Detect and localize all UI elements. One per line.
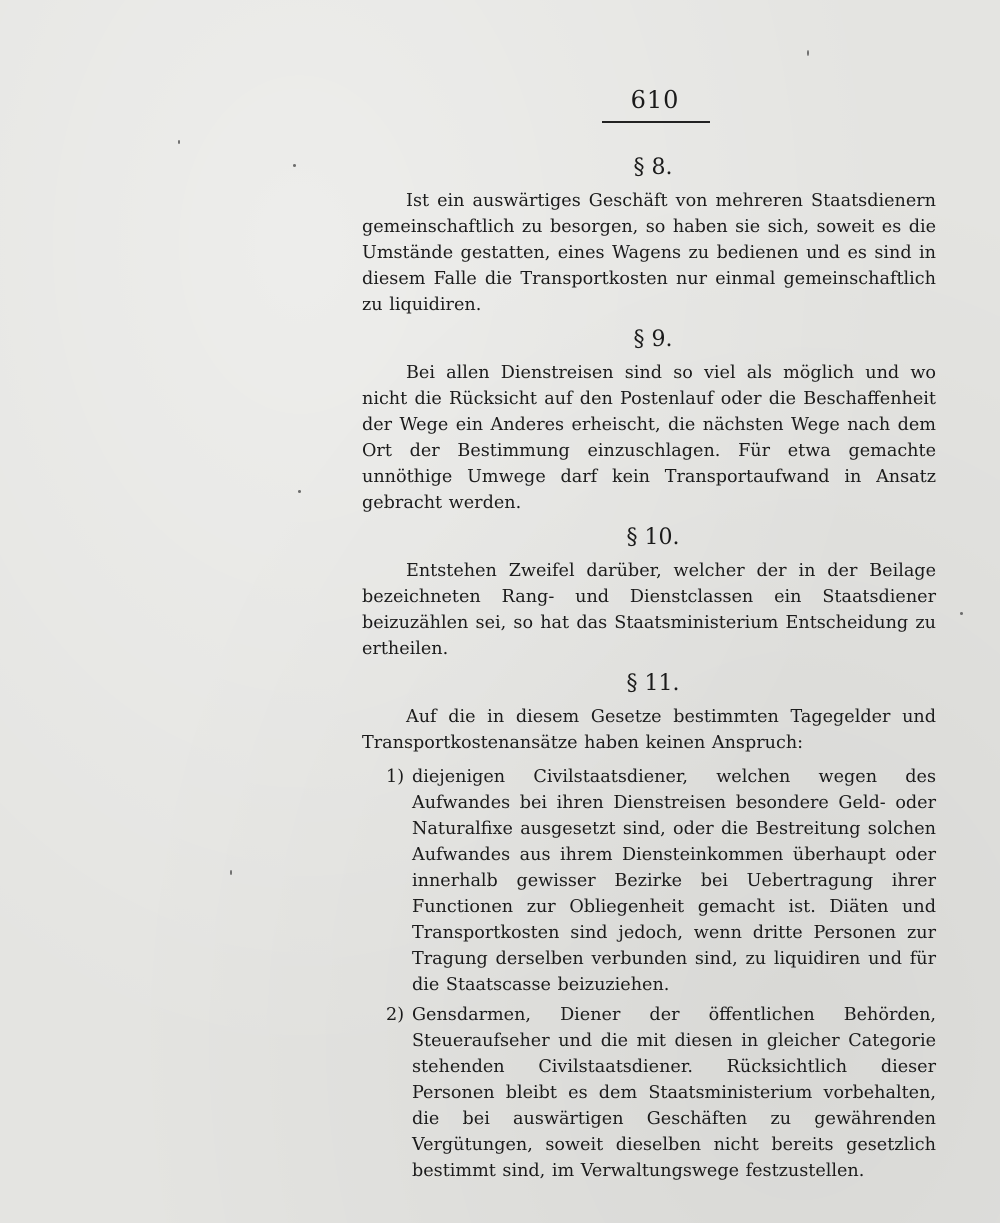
list-item-text: Gensdarmen, Diener der öffentlichen Behörden, Steueraufseher und die mit diesen in gleicher Categorie stehenden Civilstaatsdiener. Rücksichtlich dieser Personen bleibt es dem Staatsministerium vorbehalten, die bei auswärtigen Geschäften zu gewährenden Vergütungen, soweit dieselben nicht bereits gesetzlich bestimmt sind, im Verwaltungswege festzustellen.	[412, 1005, 936, 1181]
list-item	[362, 764, 936, 998]
section-10	[362, 524, 936, 662]
section-heading: § 10.	[626, 525, 680, 550]
page-number-rule	[602, 121, 710, 123]
page-number: 610	[630, 86, 680, 114]
section-paragraph: Auf die in diesem Gesetze bestimmten Tagegelder und Transportkostenansätze haben keinen Anspruch:	[362, 707, 936, 753]
section-heading: § 8.	[633, 155, 673, 180]
section-8	[362, 154, 936, 318]
document-body	[362, 150, 936, 1188]
section-paragraph: Entstehen Zweifel darüber, welcher der in der Beilage bezeichneten Rang- und Dienstclassen ein Staatsdiener beizuzählen sei, so hat das Staatsministerium Entscheidung zu ertheilen.	[362, 561, 936, 659]
section-paragraph: Bei allen Dienstreisen sind so viel als möglich und wo nicht die Rücksicht auf den Postenlauf oder die Beschaffenheit der Wege ein Anderes erheischt, die nächsten Wege nach dem Ort der Bestimmung einzuschlagen. Für etwa gemachte unnöthige Umwege darf kein Transportaufwand in Ansatz gebracht werden.	[362, 363, 936, 513]
list-item	[362, 1002, 936, 1184]
exemption-list	[362, 764, 936, 1184]
paper-speck	[230, 870, 232, 875]
paper-speck	[293, 164, 296, 167]
paper-speck	[807, 50, 809, 56]
list-item-text: diejenigen Civilstaatsdiener, welchen wegen des Aufwandes bei ihren Dienstreisen besondere Geld- oder Naturalfixe ausgesetzt sind, oder die Bestreitung solchen Aufwandes aus ihrem Diensteinkommen überhaupt oder innerhalb gewisser Bezirke bei Uebertragung ihrer Functionen zur Obliegenheit gemacht ist. Diäten und Transportkosten sind jedoch, wenn dritte Personen zur Tragung derselben verbunden sind, zu liquidiren und für die Staatscasse beizuziehen.	[412, 767, 936, 995]
list-marker: 1)	[386, 767, 405, 787]
section-9	[362, 326, 936, 516]
section-heading: § 11.	[626, 671, 680, 696]
paper-speck	[960, 612, 963, 615]
section-paragraph: Ist ein auswärtiges Geschäft von mehreren Staatsdienern gemeinschaftlich zu besorgen, so haben sie sich, soweit es die Umstände gestatten, eines Wagens zu bedienen und es sind in diesem Falle die Transportkosten nur einmal gemeinschaftlich zu liquidiren.	[362, 191, 936, 315]
section-11	[362, 670, 936, 1184]
paper-speck	[178, 140, 180, 144]
section-heading: § 9.	[633, 327, 673, 352]
paper-speck	[298, 490, 301, 493]
list-marker: 2)	[386, 1005, 405, 1025]
